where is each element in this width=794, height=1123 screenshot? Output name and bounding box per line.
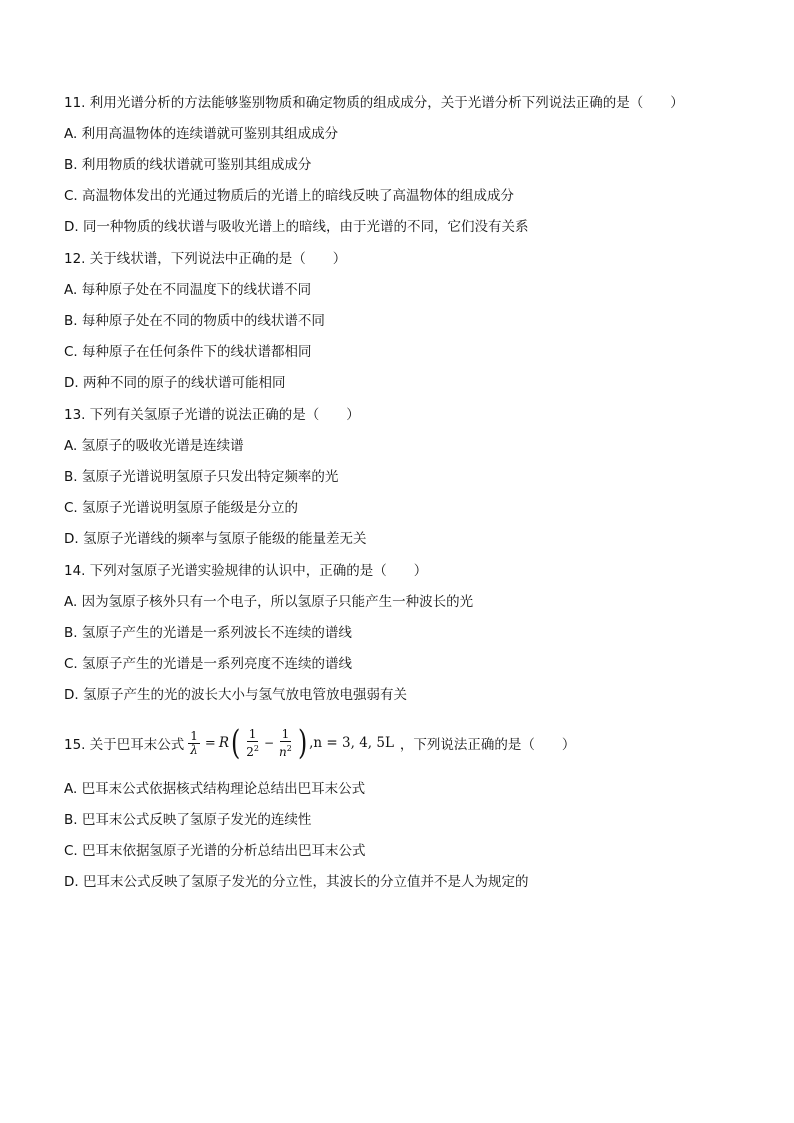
question-14-option-b: B. 氢原子产生的光谱是一系列波长不连续的谱线 — [64, 625, 352, 641]
question-15-option-c: C. 巴耳末依据氢原子光谱的分析总结出巴耳末公式 — [64, 843, 366, 859]
formula-left-paren: ( — [230, 723, 241, 763]
formula-second-fraction — [277, 728, 294, 759]
question-15-option-b: B. 巴耳末公式反映了氢原子发光的连续性 — [64, 812, 312, 828]
formula-second-den-base: n — [279, 744, 287, 759]
question-13-option-a: A. 氢原子的吸收光谱是连续谱 — [64, 438, 244, 454]
question-13-option-d: D. 氢原子光谱线的频率与氢原子能级的能量差无关 — [64, 531, 367, 547]
formula-first-numerator: 1 — [248, 726, 257, 741]
question-15-stem — [64, 722, 575, 764]
question-15-stem-suffix: ，下列说法正确的是（ ） — [399, 737, 576, 753]
formula-second-denominator — [277, 742, 294, 759]
question-12-stem: 12. 关于线状谱，下列说法中正确的是（ ） — [64, 251, 347, 267]
question-14-option-d: D. 氢原子产生的光的波长大小与氢气放电管放电强弱有关 — [64, 687, 407, 703]
formula-minus: − — [263, 736, 275, 750]
question-11-option-b: B. 利用物质的线状谱就可鉴别其组成成分 — [64, 157, 312, 173]
formula-right-paren: ) — [297, 723, 308, 763]
formula-lhs-denominator: λ — [190, 742, 198, 757]
formula-lhs-numerator: 1 — [190, 728, 198, 743]
question-11-option-c: C. 高温物体发出的光通过物质后的光谱上的暗线反映了高温物体的组成成分 — [64, 188, 515, 204]
balmer-formula — [186, 725, 394, 761]
question-14-option-a: A. 因为氢原子核外只有一个电子，所以氢原子只能产生一种波长的光 — [64, 594, 474, 610]
question-13-stem: 13. 下列有关氢原子光谱的说法正确的是（ ） — [64, 407, 360, 423]
formula-first-den-exponent: 2 — [253, 743, 259, 753]
question-14-option-c: C. 氢原子产生的光谱是一系列亮度不连续的谱线 — [64, 656, 353, 672]
question-12-option-a: A. 每种原子处在不同温度下的线状谱不同 — [64, 282, 312, 298]
formula-first-den-base: 2 — [246, 744, 254, 759]
formula-second-numerator: 1 — [281, 726, 290, 741]
formula-first-denominator — [244, 742, 261, 759]
question-11-stem: 11. 利用光谱分析的方法能够鉴别物质和确定物质的组成成分，关于光谱分析下列说法正确的是（ ） — [64, 95, 684, 111]
question-12-option-b: B. 每种原子处在不同的物质中的线状谱不同 — [64, 313, 325, 329]
question-12-option-c: C. 每种原子在任何条件下的线状谱都相同 — [64, 344, 312, 360]
formula-lhs-fraction — [188, 730, 200, 757]
formula-rydberg-constant: R — [218, 735, 229, 751]
question-15-option-a: A. 巴耳末公式依据核式结构理论总结出巴耳末公式 — [64, 781, 366, 797]
question-15-option-d: D. 巴耳末公式反映了氢原子发光的分立性，其波长的分立值并不是人为规定的 — [64, 874, 529, 890]
question-15-stem-prefix: 15. 关于巴耳末公式 — [64, 737, 185, 753]
question-14-stem: 14. 下列对氢原子光谱实验规律的认识中，正确的是（ ） — [64, 563, 428, 579]
formula-n-values: ,n = 3, 4, 5L — [309, 735, 394, 751]
formula-first-fraction — [244, 728, 261, 759]
formula-equals: = — [204, 735, 216, 751]
question-13-option-b: B. 氢原子光谱说明氢原子只发出特定频率的光 — [64, 469, 339, 485]
question-13-option-c: C. 氢原子光谱说明氢原子能级是分立的 — [64, 500, 299, 516]
question-11-option-d: D. 同一种物质的线状谱与吸收光谱上的暗线，由于光谱的不同，它们没有关系 — [64, 219, 529, 235]
formula-second-den-exponent: 2 — [286, 743, 292, 753]
question-11-option-a: A. 利用高温物体的连续谱就可鉴别其组成成分 — [64, 126, 339, 142]
question-12-option-d: D. 两种不同的原子的线状谱可能相同 — [64, 375, 286, 391]
